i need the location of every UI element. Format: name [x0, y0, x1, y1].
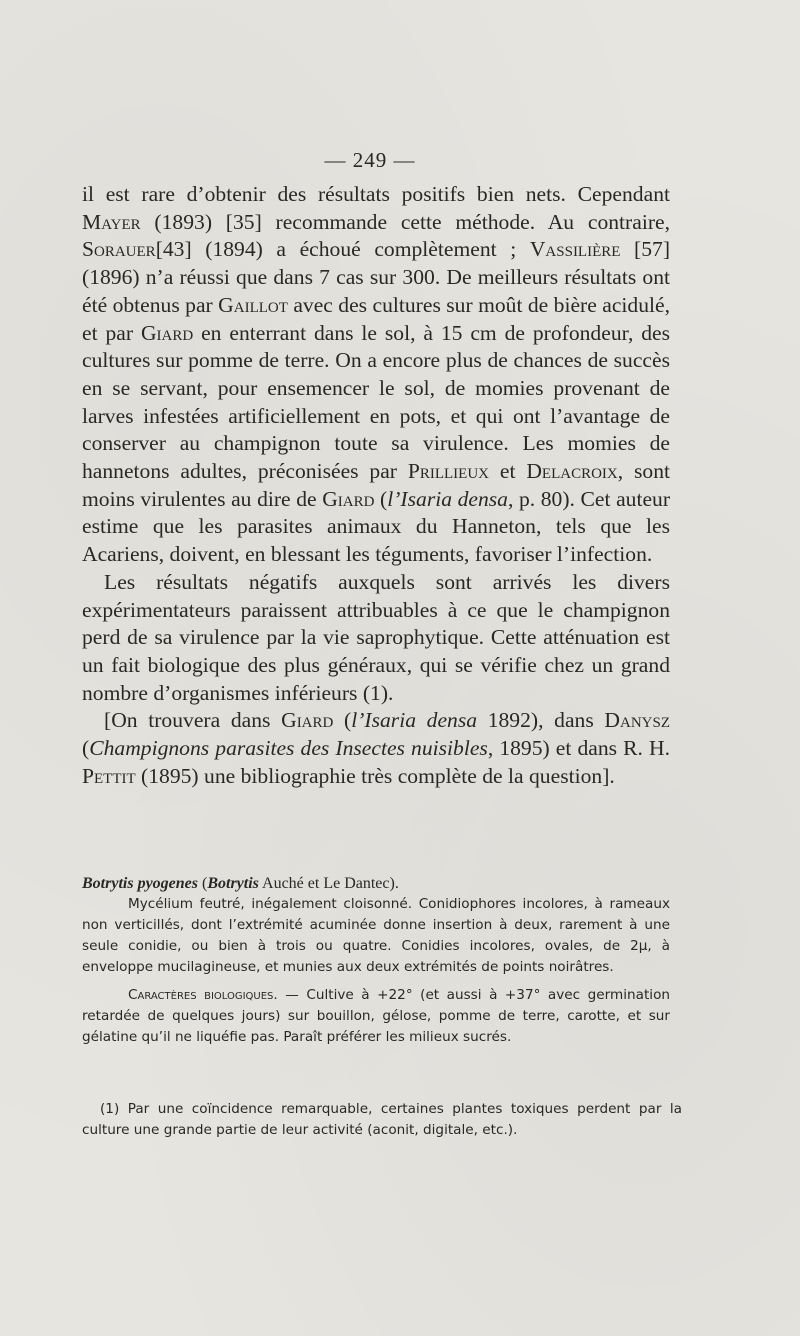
species-synonym: Botrytis: [207, 875, 259, 892]
species-section: [82, 873, 670, 1048]
text-run: , 1895) et dans R. H.: [487, 736, 670, 761]
section-label: Caractères biologiques.: [128, 987, 278, 1003]
text-run: (1895) une bibliographie très complète de la question].: [135, 763, 615, 788]
paragraph-3: [82, 707, 670, 790]
author-name: Prillieux: [407, 459, 490, 484]
footnote-section: [82, 1099, 682, 1141]
text-run: avec des cultures sur moût de bière acidulé, et par: [82, 292, 670, 345]
text-run: — Cultive à +22° (et aussi à +37° avec germination retardée de quelques jours) sur bouillon, gélose, pomme de terre, carotte, et sur gélatine qu’il ne liquéfie pas. Paraît préférer les milieux sucrés.: [82, 987, 670, 1045]
footnote: (1) Par une coïncidence remarquable, certaines plantes toxiques perdent par la culture une grande partie de leur activité (aconit, digitale, etc.).: [82, 1101, 682, 1138]
species-description: Mycélium feutré, inégalement cloisonné. Conidiophores incolores, à rameaux non verticillés, dont l’extrémité acuminée donne insertion à deux, rarement à une seule conidie, ou bien à trois ou quatre. Conidies incolores, ovales, de 2µ, à enveloppe mucilagineuse, et munies aux deux extrémités de points noirâtres.: [82, 896, 670, 975]
text-run: , p. 80). Cet auteur estime que les parasites animaux du Hanneton, tels que les Acariens, doivent, en blessant les téguments, favoriser l’infection.: [82, 486, 671, 567]
author-name: Vassilière: [529, 237, 621, 262]
text-run: en enterrant dans le sol, à 15 cm de profondeur, des cultures sur pomme de terre. On a encore plus de chances de succès en se servant, pour ensemencer le sol, de momies provenant de larves infestées artificiellement en pots, et qui ont l’avantage de conserver au champignon toute sa virulence. Les momies de hannetons adultes, préconisées par: [82, 320, 671, 484]
author-name: Danysz: [604, 708, 670, 733]
text-run: (: [333, 708, 352, 733]
text-run: [57] (1896) n’a réussi que dans 7 cas sur 300. De meilleurs résultats ont été obtenus par: [82, 237, 671, 317]
biological-characters: [82, 985, 670, 1048]
author-name: Pettit: [82, 763, 136, 788]
text-run: , sont moins virulentes au dire de: [82, 459, 670, 511]
text-run: (: [82, 736, 90, 761]
work-title: Champignons parasites des Insectes nuisibles: [89, 736, 488, 761]
text-run: 1892), dans: [477, 708, 605, 733]
paragraph-1: [82, 181, 670, 569]
text-run: [43] (1894) a échoué complètement ;: [155, 237, 530, 262]
text-run: il est rare d’obtenir des résultats positifs bien nets. Cependant: [82, 182, 670, 206]
author-name: Giard: [140, 320, 194, 345]
work-title: l’Isaria densa: [351, 708, 478, 733]
page-number: — 249 —: [324, 148, 416, 172]
author-name: Sorauer: [82, 237, 156, 262]
text-run: et: [489, 459, 527, 484]
species-heading: [82, 873, 670, 894]
text-run: (: [198, 875, 208, 892]
species-name: Botrytis pyogenes: [82, 875, 198, 892]
author-name: Delacroix: [526, 459, 618, 484]
text-run: Auché et Le Dantec).: [258, 875, 399, 892]
text-run: (1893) [35] recommande cette méthode. Au contraire,: [140, 209, 670, 234]
author-name: Giard: [281, 708, 334, 733]
paragraph-2: Les résultats négatifs auxquels sont arrivés les divers expérimentateurs paraissent attribuables à ce que le champignon perd de sa virulence par la vie saprophytique. Cette atténuation est un fait biologique des plus généraux, qui se vérifie chez un grand nombre d’organismes inférieurs (1).: [82, 569, 670, 705]
main-text: [82, 181, 670, 790]
author-name: Gaillot: [218, 292, 288, 317]
work-title: l’Isaria densa: [387, 486, 508, 511]
text-run: [On trouvera dans: [104, 708, 282, 733]
author-name: Mayer: [82, 209, 141, 234]
author-name: Giard: [322, 486, 375, 511]
text-run: (: [374, 486, 388, 511]
